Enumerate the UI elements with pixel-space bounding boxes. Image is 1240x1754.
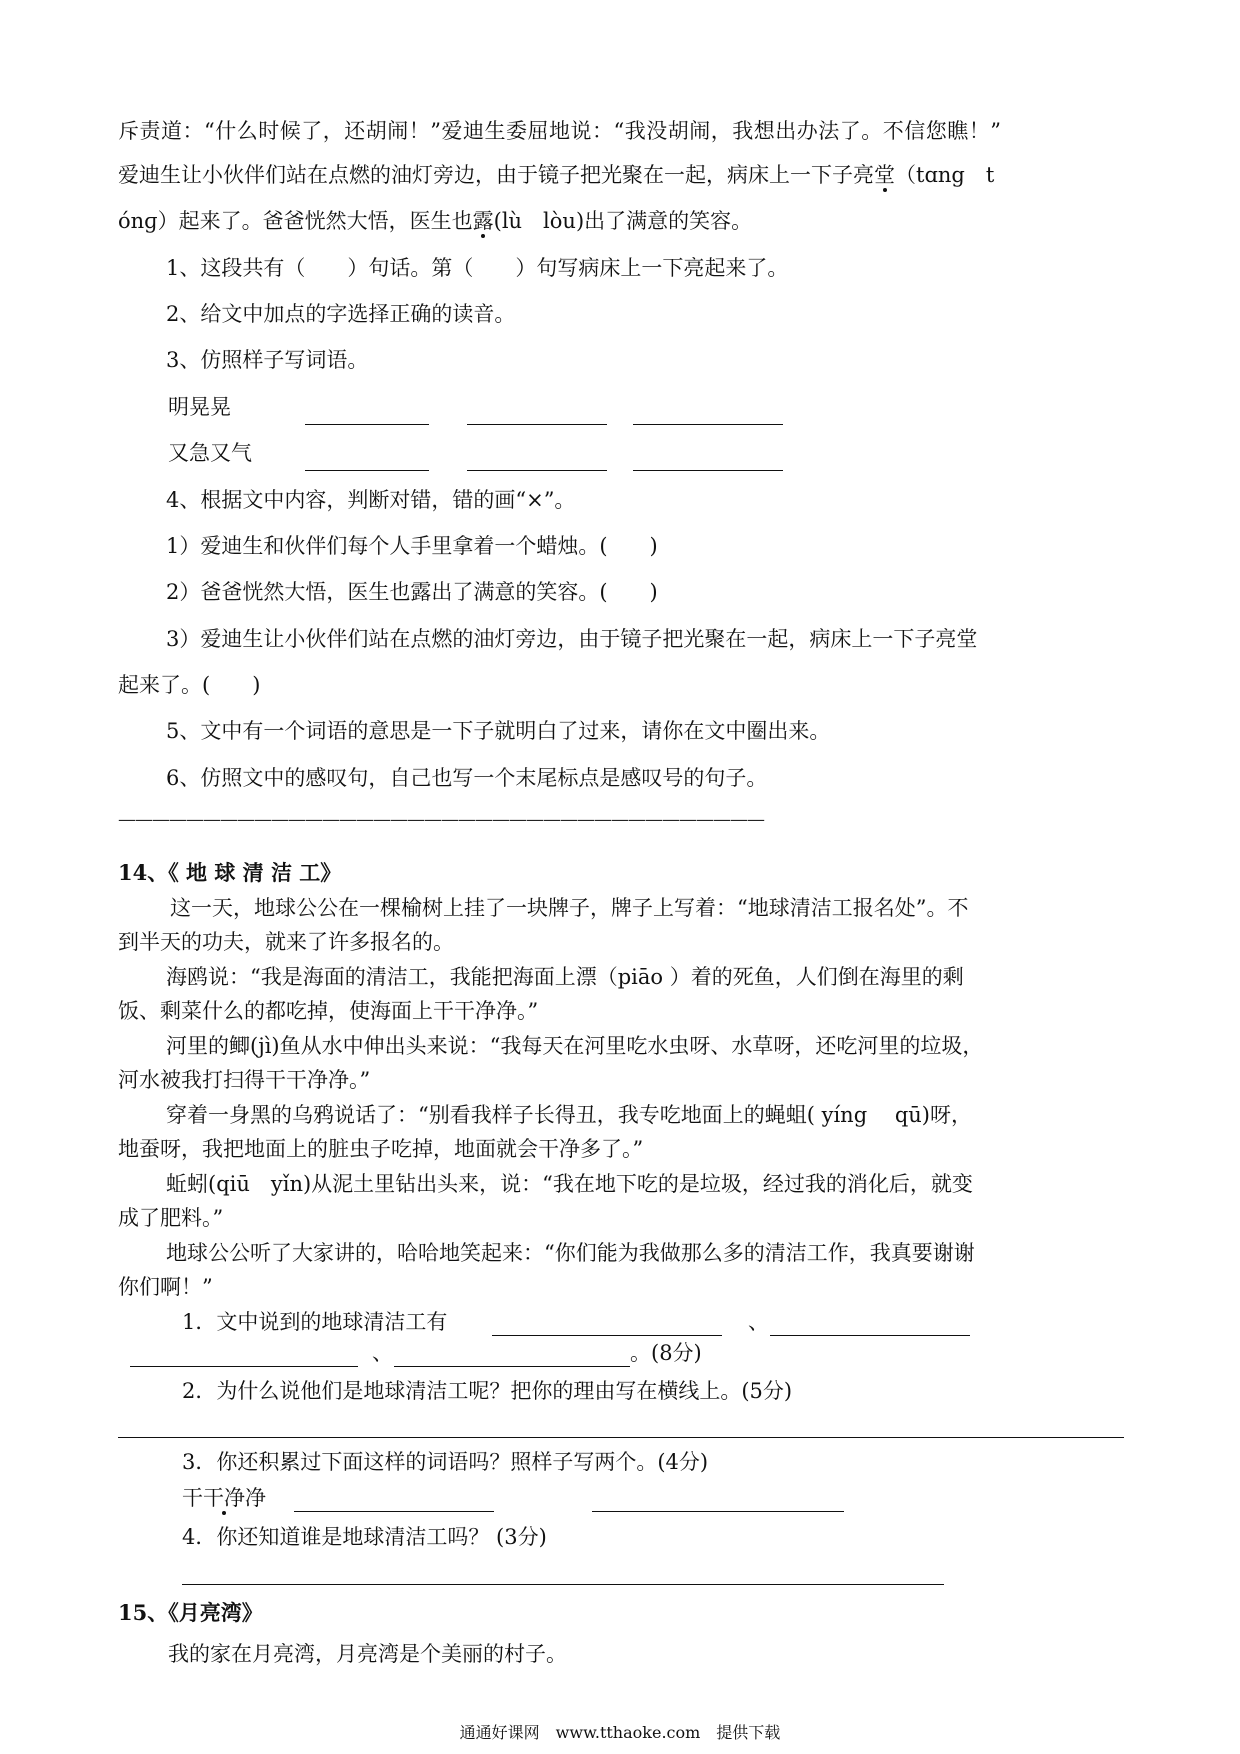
answer-blank[interactable] <box>130 1344 358 1367</box>
passage14-line: 穿着一身黑的乌鸦说话了：“别看我样子长得丑，我专吃地面上的蝇蛆( yíng qū)呀， <box>166 1103 972 1127</box>
question-13-3: 3、仿照样子写词语。 <box>166 348 369 372</box>
passage13-line3-pinyin: (lù lòu)出了满意的笑容。 <box>493 209 753 233</box>
passage13-line1: 斥责道：“什么时候了，还胡闹！”爱迪生委屈地说：“我没胡闹，我想出办法了。不信您瞧！” <box>118 119 1002 143</box>
answer-blank[interactable] <box>394 1344 630 1367</box>
passage14-line: 蚯蚓(qiū yǐn)从泥土里钻出头来，说：“我在地下吃的是垃圾，经过我的消化后，就变 <box>166 1172 973 1196</box>
answer-blank[interactable] <box>492 1313 722 1336</box>
question-14-4: 4．你还知道谁是地球清洁工吗？ (3分) <box>182 1525 547 1549</box>
passage14-heading <box>118 858 341 888</box>
question-13-5: 5、文中有一个词语的意思是一下子就明白了过来，请你在文中圈出来。 <box>166 719 831 743</box>
dotted-example-word: 干干净净 <box>182 1486 266 1510</box>
question-14-3: 3．你还积累过下面这样的词语吗？照样子写两个。(4分) <box>182 1450 709 1474</box>
passage14-line: 地蚕呀，我把地面上的脏虫子吃掉，地面就会干净多了。” <box>118 1137 644 1161</box>
question-13-4-2: 2）爸爸恍然大悟，医生也露出了满意的笑容。( ) <box>166 580 658 604</box>
answer-blank[interactable] <box>467 402 607 425</box>
answer-line[interactable] <box>118 1437 1124 1438</box>
question-13-6: 6、仿照文中的感叹句，自己也写一个末尾标点是感叹号的句子。 <box>166 766 768 790</box>
passage13-line2-pinyin: （tɑng t <box>895 163 995 187</box>
passage13-line2 <box>118 160 994 190</box>
example-word-2: 又急又气 <box>168 441 252 465</box>
question-14-1: 1．文中说到的地球清洁工有 <box>182 1310 448 1334</box>
example-word-ganjing <box>182 1483 266 1513</box>
dotted-char-lu: 露 <box>472 209 494 233</box>
question-14-2: 2．为什么说他们是地球清洁工呢？把你的理由写在横线上。(5分) <box>182 1379 793 1403</box>
passage13-line2-text: 爱迪生让小伙伴们站在点燃的油灯旁边，由于镜子把光聚在一起，病床上一下子亮 <box>118 163 874 187</box>
passage14-line: 河水被我打扫得干干净净。” <box>118 1068 371 1092</box>
answer-blank[interactable] <box>467 448 607 471</box>
answer-blank[interactable] <box>770 1313 970 1336</box>
question-13-4: 4、根据文中内容，判断对错，错的画“×”。 <box>166 488 576 512</box>
passage15-heading <box>118 1598 263 1628</box>
answer-blank[interactable] <box>305 448 429 471</box>
passage14-line: 你们啊！” <box>118 1275 213 1299</box>
answer-blank[interactable] <box>305 402 429 425</box>
passage14-number: 14、 <box>118 860 169 885</box>
passage15-title: 《月亮湾》 <box>168 1600 263 1625</box>
dotted-char-tang: 堂 <box>874 163 895 187</box>
answer-line[interactable] <box>182 1584 944 1585</box>
passage13-line3-text: ónɡ）起来了。爸爸恍然大悟，医生也 <box>118 209 473 233</box>
passage14-line: 河里的鲫(jì)鱼从水中伸出头来说：“我每天在河里吃水虫呀、水草呀，还吃河里的垃圾， <box>166 1034 984 1058</box>
question-14-1-score: 。(8分) <box>630 1341 702 1365</box>
passage14-line: 这一天，地球公公在一棵榆树上挂了一块牌子，牌子上写着：“地球清洁工报名处”。不 <box>170 896 969 920</box>
question-13-4-1: 1）爱迪生和伙伴们每个人手里拿着一个蜡烛。( ) <box>166 534 658 558</box>
question-13-4-3: 3）爱迪生让小伙伴们站在点燃的油灯旁边，由于镜子把光聚在一起，病床上一下子亮堂 <box>166 627 978 651</box>
separator: 、 <box>748 1310 769 1334</box>
separator: 、 <box>372 1341 393 1365</box>
passage15-line: 我的家在月亮湾，月亮湾是个美丽的村子。 <box>168 1642 567 1666</box>
question-13-2: 2、给文中加点的字选择正确的读音。 <box>166 302 516 326</box>
passage14-line: 饭、剩菜什么的都吃掉，使海面上干干净净。” <box>118 999 539 1023</box>
passage15-number: 15、 <box>118 1600 169 1625</box>
page-footer: 通通好课网 www.tthaoke.com 提供下载 <box>459 1723 781 1742</box>
answer-blank[interactable] <box>633 448 783 471</box>
answer-dash-line[interactable]: —————————————————————————————————————— <box>118 809 764 830</box>
question-13-1: 1、这段共有（ ）句话。第（ ）句写病床上一下亮起来了。 <box>166 256 789 280</box>
answer-blank[interactable] <box>592 1489 844 1512</box>
passage14-line: 海鸥说：“我是海面的清洁工，我能把海面上漂（piāo ）着的死鱼，人们倒在海里的剩 <box>166 965 964 989</box>
passage13-line3 <box>118 206 752 236</box>
answer-blank[interactable] <box>294 1489 494 1512</box>
passage14-line: 地球公公听了大家讲的，哈哈地笑起来：“你们能为我做那么多的清洁工作，我真要谢谢 <box>166 1241 975 1265</box>
answer-blank[interactable] <box>633 402 783 425</box>
passage14-line: 成了肥料。” <box>118 1206 224 1230</box>
question-13-4-3-cont: 起来了。( ) <box>118 673 261 697</box>
passage14-title: 《 地 球 清 洁 工》 <box>168 860 342 885</box>
passage14-line: 到半天的功夫，就来了许多报名的。 <box>118 930 454 954</box>
example-word-1: 明晃晃 <box>168 395 231 419</box>
